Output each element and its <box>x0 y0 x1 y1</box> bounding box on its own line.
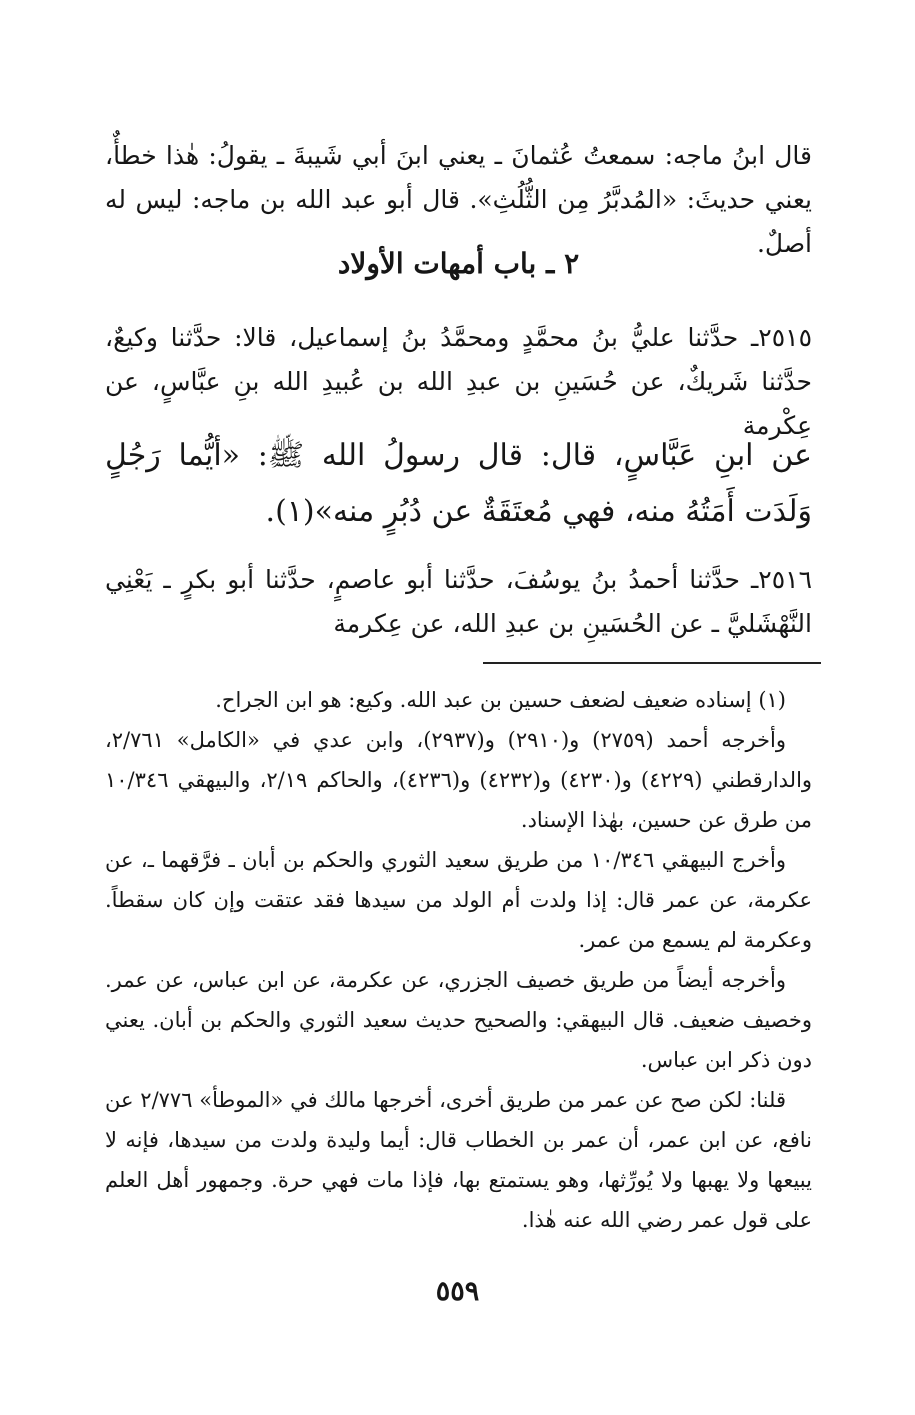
footnote-sources: وأخرجه أحمد (٢٧٥٩) و(٢٩١٠) و(٢٩٣٧)، وابن عدي في «الكامل» ٢/٧٦١، والدارقطني (٤٢٢٩) و(٤٢٣٠) و(٤٢٣٢) و(٤٢٣٦)، والحاكم ٢/١٩، والبيهقي ١٠/٣٤٦ من طرق عن حسين، بهٰذا الإسناد. <box>105 728 813 832</box>
hadith-2515-chain: ٢٥١٥ـ حدَّثنا عليُّ بنُ محمَّدٍ ومحمَّدُ بنُ إسماعيل، قالا: حدَّثنا وكيعٌ، حدَّثنا شَريكٌ، عن حُسَينِ بن عبدِ الله بن عُبيدِ الله بنِ عبَّاسٍ، عن عِكْرمة <box>105 323 812 440</box>
hadith-2515-text: عن ابنِ عَبَّاسٍ، قال: قال رسولُ الله ﷺ: «أيُّما رَجُلٍ وَلَدَت أَمَتُهُ منه، فهي مُعتَقَةٌ عن دُبُرٍ منه»(١). <box>105 438 812 529</box>
footnote-khusayf: وأخرجه أيضاً من طريق خصيف الجزري، عن عكرمة، عن ابن عباس، عن عمر. وخصيف ضعيف. قال البيهقي: والصحيح حديث سعيد الثوري والحكم بن أبان. يعني دون ذكر ابن عباس. <box>105 968 812 1072</box>
intro-paragraph: قال ابنُ ماجه: سمعتُ عُثمانَ ـ يعني ابنَ أبي شَيبةَ ـ يقولُ: هٰذا خطأٌ، يعني حديثَ: «المُدبَّرُ مِن الثُّلُثِ». قال أبو عبد الله بن ماجه: ليس له أصلٌ. <box>105 141 812 258</box>
page-number: ٥٥٩ <box>435 1276 480 1307</box>
footnotes <box>105 680 812 1240</box>
footnote-conclusion: قلنا: لكن صح عن عمر من طريق أخرى، أخرجها مالك في «الموطأ» ٢/٧٧٦ عن نافع، عن ابن عمر، أن عمر بن الخطاب قال: أيما وليدة ولدت من سيدها، فإنه لا يبيعها ولا يهبها ولا يُورِّثها، وهو يستمتع بها، فإذا مات فهي حرة. وجمهور أهل العلم على قول عمر رضي الله عنه هٰذا. <box>105 1088 812 1232</box>
footnote-1: (١) إسناده ضعيف لضعف حسين بن عبد الله. وكيع: هو ابن الجراح. <box>215 688 786 712</box>
footnote-separator <box>483 662 821 664</box>
hadith-2516-chain: ٢٥١٦ـ حدَّثنا أحمدُ بنُ يوسُفَ، حدَّثنا أبو عاصمٍ، حدَّثنا أبو بكرٍ ـ يَعْنِي النَّهْشَليَّ ـ عن الحُسَينِ بن عبدِ الله، عن عِكرمة <box>105 565 812 638</box>
chapter-title: ٢ ـ باب أمهات الأولاد <box>337 247 580 280</box>
footnote-bayhaqi: وأخرج البيهقي ١٠/٣٤٦ من طريق سعيد الثوري والحكم بن أبان ـ فرَّقهما ـ، عن عكرمة، عن عمر قال: إذا ولدت أم الولد من سيدها فقد عتقت وإن كان سقطاً. وعكرمة لم يسمع من عمر. <box>105 848 812 952</box>
